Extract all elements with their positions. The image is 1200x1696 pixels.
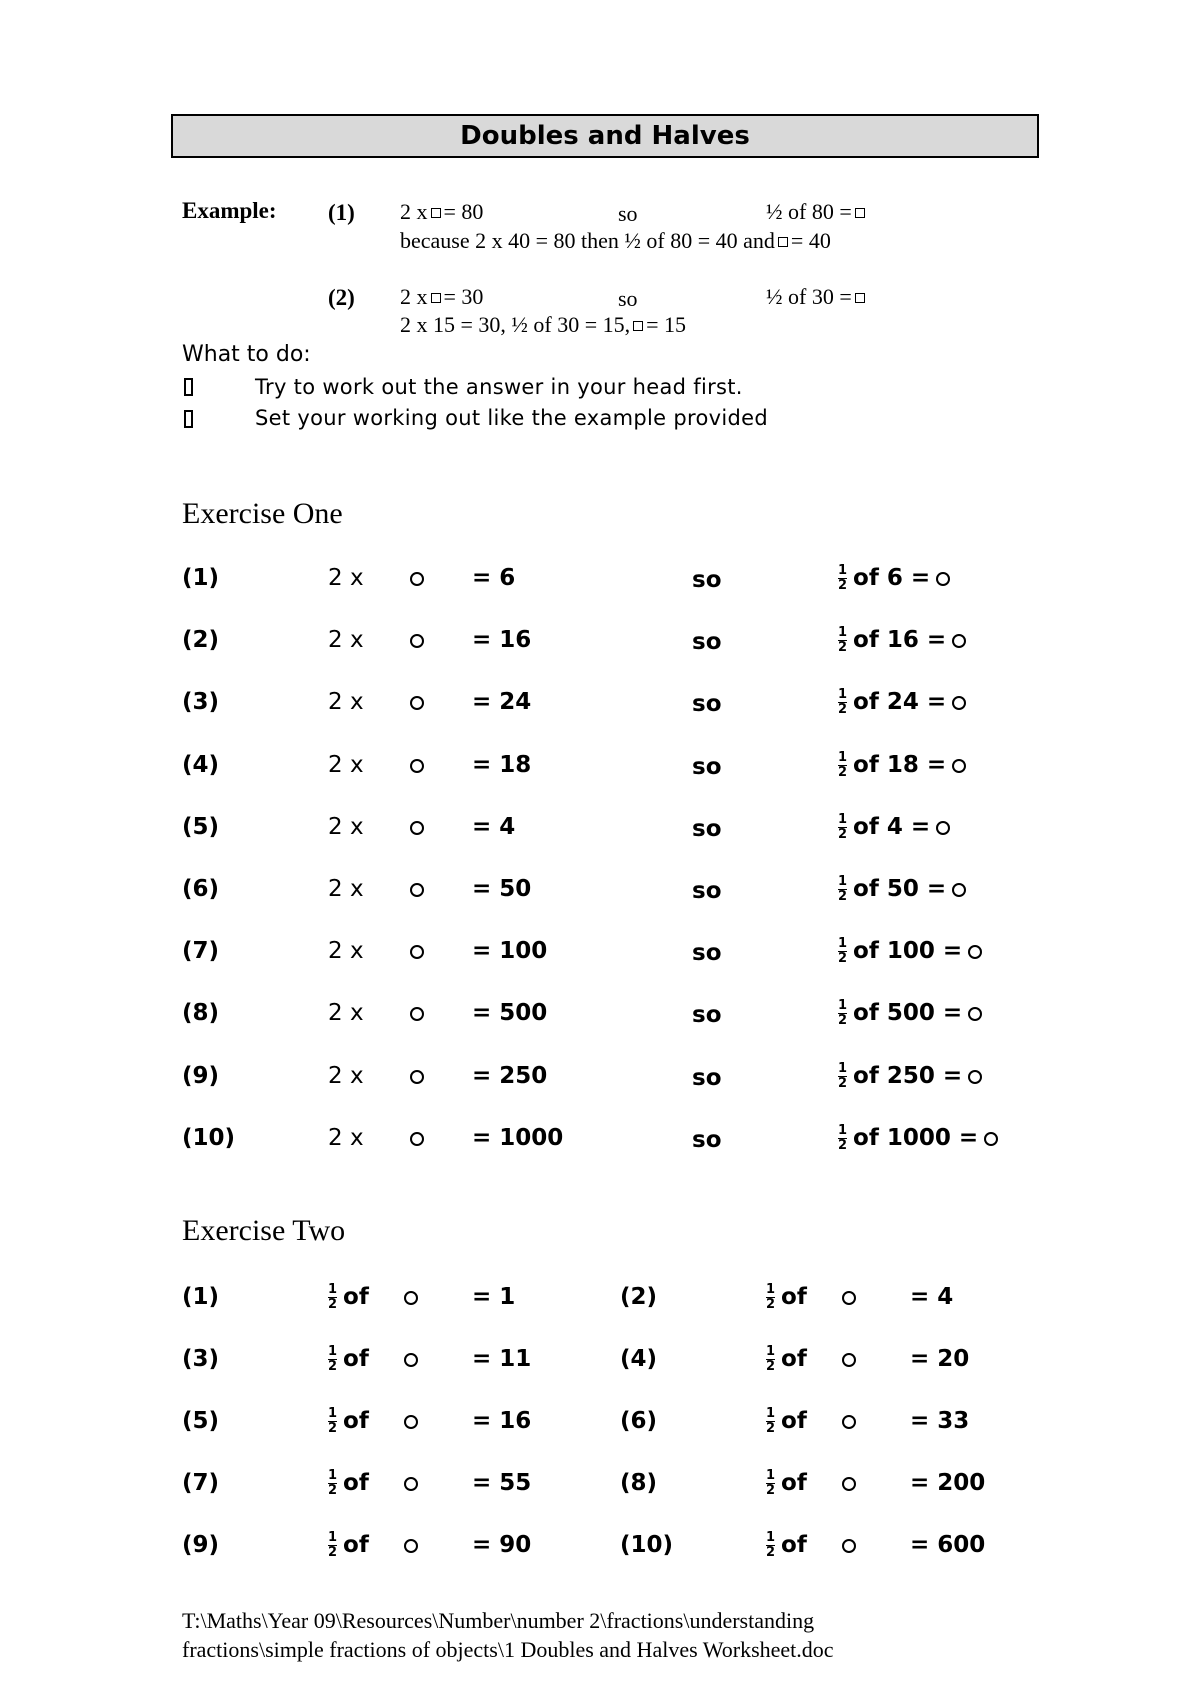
example-2-number: (2) xyxy=(328,285,355,310)
file-path-line-2: fractions\simple fractions of objects\1 Doubles and Halves Worksheet.doc xyxy=(182,1637,834,1662)
half-of-expression xyxy=(838,565,950,592)
half-of-expression xyxy=(766,1532,807,1559)
fraction-denominator: 2 xyxy=(766,1359,776,1374)
times-two: 2 x xyxy=(328,1125,364,1151)
question-number: (5) xyxy=(182,814,220,840)
half-of-expression xyxy=(328,1346,369,1373)
half-of-expression xyxy=(838,1000,982,1027)
answer-circle-icon xyxy=(968,1007,982,1021)
answer-circle-icon xyxy=(404,1415,418,1429)
so-word: so xyxy=(692,629,722,655)
fraction-numerator: 1 xyxy=(766,1406,776,1421)
one-half-fraction xyxy=(838,1125,847,1152)
times-two: 2 x xyxy=(328,938,364,964)
result: = 600 xyxy=(910,1532,986,1558)
example-1-number: (1) xyxy=(328,200,355,225)
question-number: (10) xyxy=(182,1125,236,1151)
fraction-denominator: 2 xyxy=(328,1359,338,1374)
one-half-fraction xyxy=(766,1408,775,1435)
fraction-numerator: 1 xyxy=(838,1123,848,1138)
of-word: of xyxy=(781,1532,807,1558)
answer-circle-icon xyxy=(410,883,424,897)
product: = 24 xyxy=(472,689,532,715)
half-of-text: of 16 = xyxy=(853,627,947,653)
times-two: 2 x xyxy=(328,814,364,840)
question-number: (2) xyxy=(620,1284,658,1310)
product: = 16 xyxy=(472,627,532,653)
fraction-denominator: 2 xyxy=(838,702,848,717)
one-half-fraction xyxy=(328,1346,337,1373)
fraction-denominator: 2 xyxy=(766,1421,776,1436)
fraction-denominator: 2 xyxy=(838,889,848,904)
one-half-fraction xyxy=(328,1470,337,1497)
answer-box-icon xyxy=(778,237,788,247)
answer-circle-icon xyxy=(952,883,966,897)
answer-box-icon xyxy=(855,293,865,303)
half-of-expression xyxy=(838,627,966,654)
fraction-denominator: 2 xyxy=(838,827,848,842)
times-two: 2 x xyxy=(328,689,364,715)
so-word: so xyxy=(692,1127,722,1153)
one-half-fraction xyxy=(328,1284,337,1311)
result: = 33 xyxy=(910,1408,970,1434)
half-of-expression xyxy=(328,1532,369,1559)
fraction-numerator: 1 xyxy=(766,1530,776,1545)
result: = 16 xyxy=(472,1408,532,1434)
so-word: so xyxy=(692,567,722,593)
one-half-fraction xyxy=(766,1470,775,1497)
file-path-footer xyxy=(182,1606,834,1664)
example-1-explanation: because 2 x 40 = 80 then ½ of 80 = 40 and = 40 xyxy=(400,228,831,253)
fraction-numerator: 1 xyxy=(766,1344,776,1359)
fraction-denominator: 2 xyxy=(766,1483,776,1498)
fraction-denominator: 2 xyxy=(328,1545,338,1560)
answer-circle-icon xyxy=(842,1539,856,1553)
answer-circle-icon xyxy=(842,1415,856,1429)
answer-circle-icon xyxy=(984,1132,998,1146)
fraction-denominator: 2 xyxy=(328,1483,338,1498)
so-word: so xyxy=(692,878,722,904)
half-of-expression xyxy=(328,1284,369,1311)
one-half-fraction xyxy=(766,1532,775,1559)
example-1-half: ½ of 80 = xyxy=(766,199,868,225)
answer-box-icon xyxy=(431,208,441,218)
of-word: of xyxy=(781,1346,807,1372)
one-half-fraction xyxy=(838,938,847,965)
times-two: 2 x xyxy=(328,752,364,778)
half-of-expression xyxy=(766,1284,807,1311)
so-word: so xyxy=(692,940,722,966)
result: = 20 xyxy=(910,1346,970,1372)
times-two: 2 x xyxy=(328,1000,364,1026)
fraction-numerator: 1 xyxy=(328,1344,338,1359)
so-word: so xyxy=(692,1065,722,1091)
of-word: of xyxy=(343,1532,369,1558)
fraction-denominator: 2 xyxy=(838,1013,848,1028)
product: = 100 xyxy=(472,938,548,964)
answer-circle-icon xyxy=(410,759,424,773)
question-number: (8) xyxy=(182,1000,220,1026)
answer-box-icon xyxy=(431,293,441,303)
result: = 55 xyxy=(472,1470,532,1496)
fraction-numerator: 1 xyxy=(328,1406,338,1421)
one-half-fraction xyxy=(328,1408,337,1435)
answer-box-icon xyxy=(633,321,643,331)
fraction-denominator: 2 xyxy=(838,765,848,780)
answer-circle-icon xyxy=(410,1070,424,1084)
fraction-numerator: 1 xyxy=(838,687,848,702)
of-word: of xyxy=(343,1470,369,1496)
fraction-denominator: 2 xyxy=(838,578,848,593)
worksheet-title: Doubles and Halves xyxy=(171,114,1039,158)
fraction-denominator: 2 xyxy=(328,1297,338,1312)
answer-circle-icon xyxy=(404,1539,418,1553)
question-number: (9) xyxy=(182,1063,220,1089)
of-word: of xyxy=(781,1284,807,1310)
half-of-text: of 50 = xyxy=(853,876,947,902)
instruction-1: Try to work out the answer in your head first. xyxy=(255,375,743,399)
fraction-numerator: 1 xyxy=(766,1282,776,1297)
fraction-denominator: 2 xyxy=(838,640,848,655)
example-2-so: so xyxy=(618,286,638,311)
half-of-expression xyxy=(838,689,966,716)
fraction-numerator: 1 xyxy=(838,874,848,889)
so-word: so xyxy=(692,754,722,780)
example-2-half: ½ of 30 = xyxy=(766,284,868,310)
what-to-do-heading: What to do: xyxy=(182,342,311,367)
example-1-equation: 2 x = 80 xyxy=(400,199,484,224)
of-word: of xyxy=(781,1408,807,1434)
instruction-2: Set your working out like the example provided xyxy=(255,406,768,430)
of-word: of xyxy=(781,1470,807,1496)
fraction-numerator: 1 xyxy=(328,1468,338,1483)
question-number: (3) xyxy=(182,689,220,715)
fraction-numerator: 1 xyxy=(838,563,848,578)
half-of-expression xyxy=(766,1408,807,1435)
answer-circle-icon xyxy=(936,821,950,835)
half-of-expression xyxy=(838,814,950,841)
fraction-denominator: 2 xyxy=(328,1421,338,1436)
example-label: Example: xyxy=(182,198,277,223)
exercise-two-heading: Exercise Two xyxy=(182,1214,346,1247)
product: = 250 xyxy=(472,1063,548,1089)
fraction-numerator: 1 xyxy=(838,812,848,827)
one-half-fraction xyxy=(766,1284,775,1311)
one-half-fraction xyxy=(838,752,847,779)
answer-circle-icon xyxy=(842,1353,856,1367)
fraction-denominator: 2 xyxy=(838,951,848,966)
product: = 50 xyxy=(472,876,532,902)
one-half-fraction xyxy=(838,1063,847,1090)
half-of-text: of 24 = xyxy=(853,689,947,715)
question-number: (1) xyxy=(182,1284,220,1310)
question-number: (8) xyxy=(620,1470,658,1496)
half-of-text: of 250 = xyxy=(853,1063,963,1089)
half-of-expression xyxy=(766,1470,807,1497)
times-two: 2 x xyxy=(328,876,364,902)
half-of-text: of 1000 = xyxy=(853,1125,979,1151)
fraction-numerator: 1 xyxy=(766,1468,776,1483)
answer-circle-icon xyxy=(410,1007,424,1021)
question-number: (5) xyxy=(182,1408,220,1434)
answer-circle-icon xyxy=(968,945,982,959)
answer-circle-icon xyxy=(410,821,424,835)
answer-circle-icon xyxy=(968,1070,982,1084)
product: = 18 xyxy=(472,752,532,778)
one-half-fraction xyxy=(838,1000,847,1027)
half-of-expression xyxy=(838,1125,998,1152)
one-half-fraction xyxy=(328,1532,337,1559)
question-number: (7) xyxy=(182,1470,220,1496)
times-two: 2 x xyxy=(328,1063,364,1089)
one-half-fraction xyxy=(838,565,847,592)
half-of-text: of 100 = xyxy=(853,938,963,964)
question-number: (4) xyxy=(620,1346,658,1372)
one-half-fraction xyxy=(838,627,847,654)
answer-circle-icon xyxy=(952,634,966,648)
answer-circle-icon xyxy=(842,1291,856,1305)
half-of-expression xyxy=(838,938,982,965)
answer-circle-icon xyxy=(952,759,966,773)
of-word: of xyxy=(343,1284,369,1310)
one-half-fraction xyxy=(766,1346,775,1373)
checkbox-icon xyxy=(184,410,193,428)
answer-circle-icon xyxy=(410,634,424,648)
checkbox-icon xyxy=(184,378,193,396)
half-of-expression xyxy=(838,752,966,779)
one-half-fraction xyxy=(838,689,847,716)
question-number: (10) xyxy=(620,1532,674,1558)
example-2-explanation: 2 x 15 = 30, ½ of 30 = 15, = 15 xyxy=(400,312,687,337)
fraction-denominator: 2 xyxy=(766,1545,776,1560)
half-of-text: of 18 = xyxy=(853,752,947,778)
half-of-expression xyxy=(766,1346,807,1373)
result: = 4 xyxy=(910,1284,954,1310)
question-number: (2) xyxy=(182,627,220,653)
result: = 1 xyxy=(472,1284,516,1310)
so-word: so xyxy=(692,691,722,717)
half-of-text: of 6 = xyxy=(853,565,931,591)
result: = 11 xyxy=(472,1346,532,1372)
one-half-fraction xyxy=(838,814,847,841)
half-of-expression xyxy=(838,1063,982,1090)
fraction-denominator: 2 xyxy=(766,1297,776,1312)
fraction-numerator: 1 xyxy=(328,1530,338,1545)
example-2-equation: 2 x = 30 xyxy=(400,284,484,309)
fraction-numerator: 1 xyxy=(838,625,848,640)
question-number: (3) xyxy=(182,1346,220,1372)
question-number: (1) xyxy=(182,565,220,591)
answer-circle-icon xyxy=(410,1132,424,1146)
half-of-expression xyxy=(328,1470,369,1497)
question-number: (4) xyxy=(182,752,220,778)
answer-circle-icon xyxy=(410,945,424,959)
result: = 90 xyxy=(472,1532,532,1558)
fraction-numerator: 1 xyxy=(328,1282,338,1297)
question-number: (6) xyxy=(182,876,220,902)
answer-circle-icon xyxy=(936,572,950,586)
one-half-fraction xyxy=(838,876,847,903)
file-path-line-1: T:\Maths\Year 09\Resources\Number\number 2\fractions\understanding xyxy=(182,1608,815,1633)
answer-circle-icon xyxy=(404,1477,418,1491)
times-two: 2 x xyxy=(328,565,364,591)
answer-circle-icon xyxy=(404,1353,418,1367)
fraction-denominator: 2 xyxy=(838,1076,848,1091)
question-number: (6) xyxy=(620,1408,658,1434)
product: = 4 xyxy=(472,814,516,840)
of-word: of xyxy=(343,1346,369,1372)
half-of-text: of 4 = xyxy=(853,814,931,840)
answer-circle-icon xyxy=(410,696,424,710)
answer-circle-icon xyxy=(952,696,966,710)
example-1-so: so xyxy=(618,201,638,226)
half-of-expression xyxy=(328,1408,369,1435)
fraction-numerator: 1 xyxy=(838,750,848,765)
exercise-one-heading: Exercise One xyxy=(182,497,343,530)
fraction-numerator: 1 xyxy=(838,936,848,951)
fraction-numerator: 1 xyxy=(838,1061,848,1076)
times-two: 2 x xyxy=(328,627,364,653)
product: = 1000 xyxy=(472,1125,564,1151)
half-of-text: of 500 = xyxy=(853,1000,963,1026)
so-word: so xyxy=(692,816,722,842)
fraction-numerator: 1 xyxy=(838,998,848,1013)
so-word: so xyxy=(692,1002,722,1028)
half-of-expression xyxy=(838,876,966,903)
answer-circle-icon xyxy=(842,1477,856,1491)
question-number: (9) xyxy=(182,1532,220,1558)
fraction-denominator: 2 xyxy=(838,1138,848,1153)
result: = 200 xyxy=(910,1470,986,1496)
answer-box-icon xyxy=(855,208,865,218)
product: = 500 xyxy=(472,1000,548,1026)
question-number: (7) xyxy=(182,938,220,964)
answer-circle-icon xyxy=(410,572,424,586)
product: = 6 xyxy=(472,565,516,591)
of-word: of xyxy=(343,1408,369,1434)
answer-circle-icon xyxy=(404,1291,418,1305)
